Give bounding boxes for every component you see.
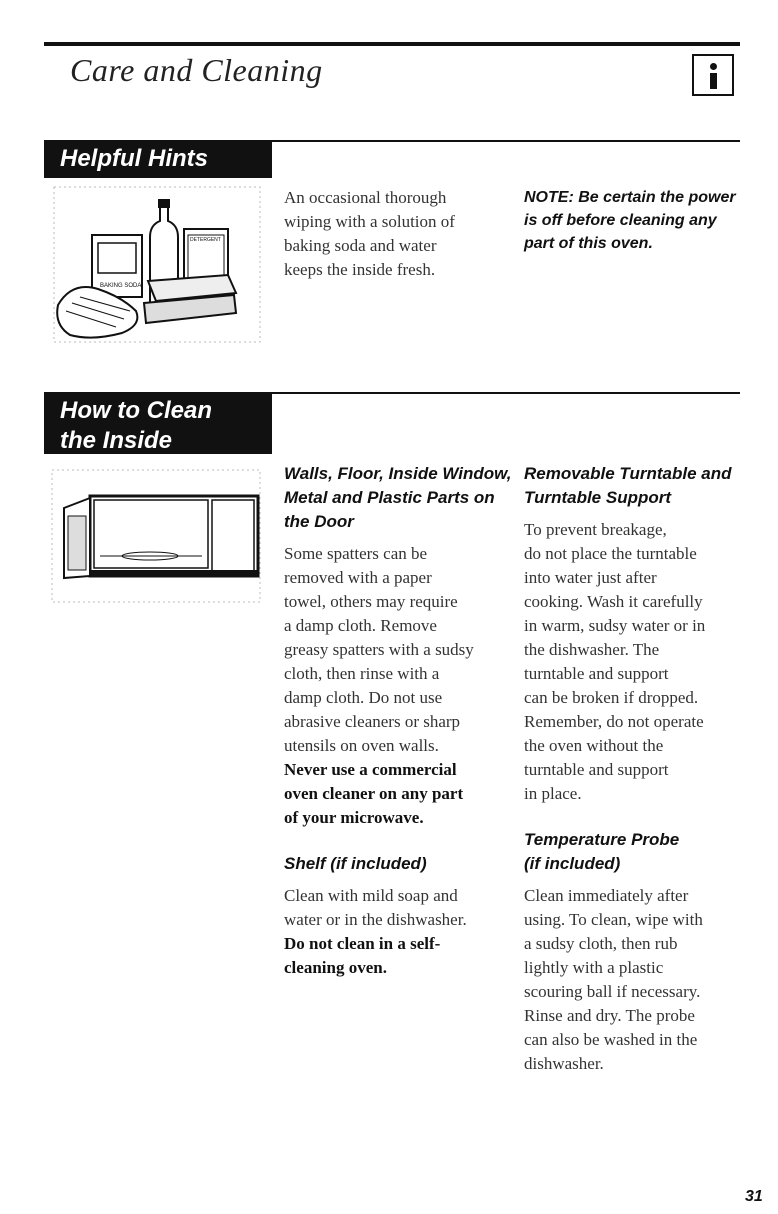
helpful-hints-heading	[44, 140, 272, 178]
probe-body-line: Clean immediately after	[524, 886, 689, 905]
walls-title	[284, 462, 514, 534]
turntable-body-line: can be broken if dropped.	[524, 688, 699, 707]
shelf-body-line: water or in the dishwasher.	[284, 910, 467, 929]
walls-body-line: Some spatters can be	[284, 544, 428, 563]
turntable-body-line: do not place the turntable	[524, 544, 697, 563]
page-title: Care and Cleaning	[70, 52, 323, 88]
walls-body-line: utensils on oven walls.	[284, 736, 439, 755]
note-line: part of this oven.	[524, 235, 653, 252]
probe-body-line: scouring ball if necessary.	[524, 982, 701, 1001]
walls-warning-line: oven cleaner on any part	[284, 784, 464, 803]
top-rule	[44, 42, 740, 46]
helpful-hints-heading-text: Helpful Hints	[60, 145, 208, 172]
hint-line: keeps the inside fresh.	[284, 260, 436, 279]
probe-body-line: can also be washed in the	[524, 1030, 698, 1049]
walls-title-line: Walls, Floor, Inside Window,	[284, 464, 512, 483]
walls-title-line: Metal and Plastic Parts on	[284, 488, 495, 507]
turntable-body-line: in place.	[524, 784, 582, 803]
how-to-clean-heading-line2: the Inside	[60, 427, 173, 454]
walls-body-line: greasy spatters with a sudsy	[284, 640, 474, 659]
can-label: DETERGENT	[190, 237, 221, 243]
how-to-clean-heading-line1: How to Clean	[60, 397, 213, 424]
hint-line: baking soda and water	[284, 236, 437, 255]
turntable-body-line: the oven without the	[524, 736, 664, 755]
walls-body-line: a damp cloth. Remove	[284, 616, 437, 635]
turntable-title-line: Turntable Support	[524, 488, 672, 507]
box-label: BAKING SODA	[100, 283, 142, 289]
probe-title-line: Temperature Probe	[524, 830, 680, 849]
probe-body-line: dishwasher.	[524, 1054, 604, 1073]
note-line: NOTE: Be certain the power	[524, 189, 736, 206]
turntable-body-line: Remember, do not operate	[524, 712, 704, 731]
turntable-body-line: the dishwasher. The	[524, 640, 660, 659]
probe-body-line: using. To clean, wipe with	[524, 910, 703, 929]
shelf-title	[284, 852, 514, 876]
turntable-body-line: turntable and support	[524, 760, 669, 779]
probe-title-line: (if included)	[524, 854, 621, 873]
turntable-title	[524, 462, 764, 510]
walls-body-line: abrasive cleaners or sharp	[284, 712, 461, 731]
how-to-clean-heading	[44, 392, 272, 454]
walls-title-line: the Door	[284, 512, 354, 531]
turntable-column	[524, 462, 764, 1076]
microwave-illustration	[50, 468, 262, 604]
shelf-warning-line: cleaning oven.	[284, 958, 387, 977]
walls-body-line: towel, others may require	[284, 592, 458, 611]
helpful-hints-paragraph	[284, 186, 514, 282]
probe-body-line: Rinse and dry. The probe	[524, 1006, 695, 1025]
cleaning-supplies-illustration	[52, 185, 262, 345]
turntable-body-line: To prevent breakage,	[524, 520, 667, 539]
shelf-title-text: Shelf (if included)	[284, 854, 427, 873]
walls-column	[284, 462, 514, 980]
turntable-body-line: into water just after	[524, 568, 657, 587]
walls-warning-line: Never use a commercial	[284, 760, 457, 779]
shelf-warning-line: Do not clean in a self-	[284, 934, 441, 953]
walls-warning-line: of your microwave.	[284, 808, 424, 827]
probe-body-line: a sudsy cloth, then rub	[524, 934, 678, 953]
how-to-clean-rule	[272, 392, 740, 394]
helpful-hints-rule	[272, 140, 740, 142]
turntable-body-line: in warm, sudsy water or in	[524, 616, 706, 635]
walls-body-line: damp cloth. Do not use	[284, 688, 443, 707]
hint-line: An occasional thorough	[284, 188, 447, 207]
page-number: 31	[745, 1188, 763, 1205]
walls-body-line: removed with a paper	[284, 568, 432, 587]
power-off-note	[524, 186, 764, 255]
turntable-body-line: turntable and support	[524, 664, 669, 683]
walls-body-line: cloth, then rinse with a	[284, 664, 440, 683]
turntable-body-line: cooking. Wash it carefully	[524, 592, 703, 611]
turntable-title-line: Removable Turntable and	[524, 464, 732, 483]
probe-body-line: lightly with a plastic	[524, 958, 664, 977]
note-line: is off before cleaning any	[524, 212, 717, 229]
hint-line: wiping with a solution of	[284, 212, 455, 231]
info-icon	[692, 54, 734, 96]
shelf-body-line: Clean with mild soap and	[284, 886, 458, 905]
probe-title	[524, 828, 764, 876]
